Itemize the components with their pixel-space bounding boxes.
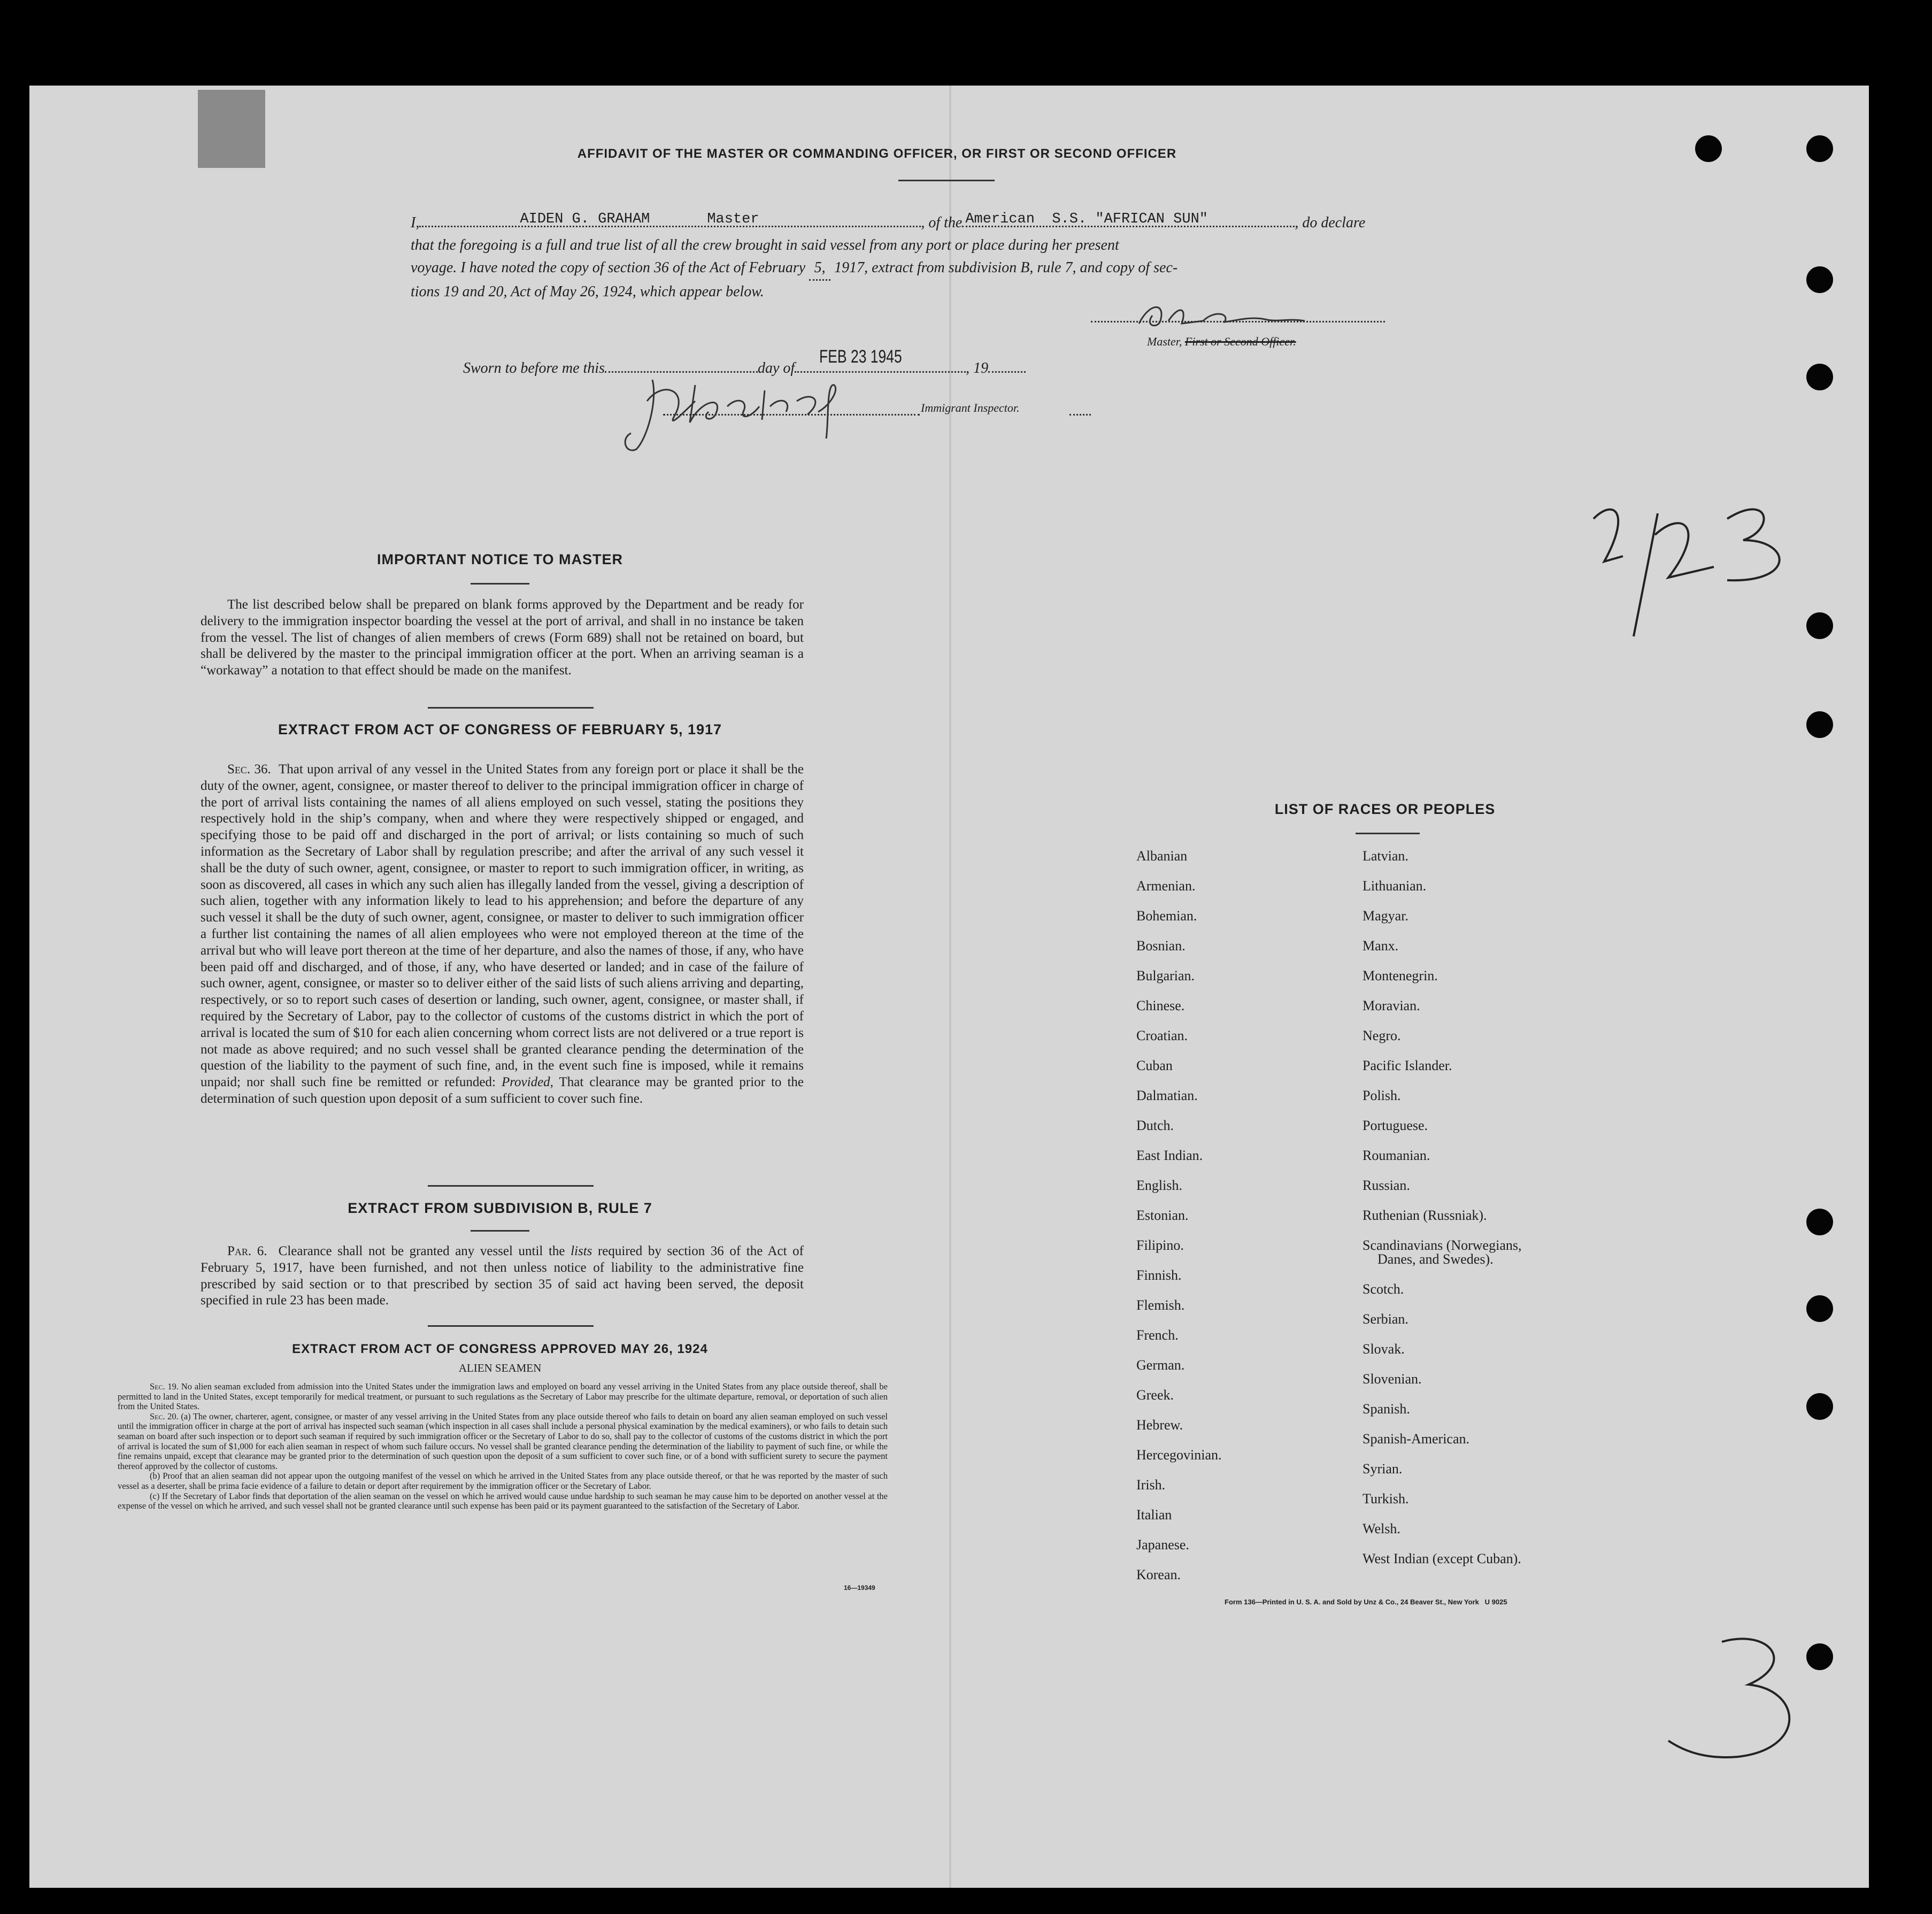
race-item: Russian. [1363, 1178, 1410, 1193]
extract-1917-body: Sec. 36. That upon arrival of any vessel in the United States from any foreign port or place it shall be the duty of the owner, agent, consignee, or master thereof to deliver to the principal immigration officer in charge of the port of arrival lists containing the names of all aliens employed on such vessel, stating the positions they respectively hold in the ship’s company, when and where they were respectively shipped or engaged, and specifying those to be paid off and discharged in the port of arrival; or lists containing so much of such information as the Secretary of Labor shall by regulation prescribe; and after the arrival of any such vessel it shall be the duty of such owner, agent, consignee, or master to report to such immigration officer, in writing, as soon as discovered, all cases in which any such alien has illegally landed from the vessel, giving a description of such alien, together with any information likely to lead to his apprehension; and before the departure of any such vessel it shall be the duty of such owner, agent, consignee, or master to deliver to such immigration officer a further list containing the names of all alien employees who were not employed thereon at the time of the arrival but who will leave port thereon at the time of her departure, and also the names of those, if any, who have been paid off and discharged, and of those, if any, who have deserted or landed; and in case of the failure of such owner, agent, consignee, or master so to deliver either of the said lists of such aliens arriving and departing, respectively, or so to report such cases of desertion or landing, such owner, agent, consignee, or master shall, if required by the Secretary of Labor, pay to the collector of customs of the customs district in which the port of arrival is located the sum of $10 for each alien concerning whom correct lists are not delivered or a true report is not made as above required; and no such vessel shall be granted clearance pending the determination of the question of the liability to the payment of such fine, and, in the event such fine is imposed, while it remains unpaid; nor shall such fine be remitted or refunded: Provided, That clearance may be granted prior to the determination of such question upon deposit of a sum sufficient to cover such fine. [201, 762, 804, 1106]
vessel-line [962, 210, 1295, 227]
binder-hole [1806, 711, 1833, 738]
race-item: Estonian. [1136, 1208, 1189, 1223]
race-item: West Indian (except Cuban). [1363, 1551, 1521, 1566]
sec-19-text: No alien seaman excluded from admission into the United States under the immigration laws and employed on board any vessel arriving in the United States from any place outside thereof, shall be permitted to land in the United States, except temporarily for medical treatment, or pursuant to such regulations as the Secretary of Labor may prescribe for the ultimate departure, removal, or deportation of such alien from the United States. [118, 1381, 888, 1412]
binding-tab [198, 90, 265, 168]
binder-hole [1806, 1209, 1833, 1235]
master-signature-line [1091, 321, 1385, 322]
sworn-year: , 19 [966, 360, 989, 376]
do-declare-label: , do declare [1295, 214, 1366, 231]
master-caption: Master, First or Second Officer. [1147, 335, 1296, 348]
sec-20-label: Sec. 20. [150, 1411, 179, 1421]
notice-title: IMPORTANT NOTICE TO MASTER [377, 551, 623, 567]
race-item: Moravian. [1363, 998, 1420, 1013]
declaration-line-2: that the foregoing is a full and true list of all the crew brought in said vessel from any port or place during her present [411, 237, 1119, 253]
race-item: Irish. [1136, 1477, 1166, 1493]
race-item: Dutch. [1136, 1118, 1174, 1133]
binder-hole [1806, 1393, 1833, 1420]
race-item: East Indian. [1136, 1148, 1203, 1163]
title-rule [898, 180, 995, 181]
sec-19-label: Sec. 19. [150, 1381, 179, 1392]
race-item: Italian [1136, 1507, 1172, 1523]
section-rule [428, 1185, 594, 1187]
binder-hole [1695, 135, 1722, 162]
master-signature [1128, 299, 1364, 337]
race-item: Polish. [1363, 1088, 1401, 1103]
race-item: Dalmatian. [1136, 1088, 1198, 1103]
race-item: Negro. [1363, 1028, 1401, 1043]
race-item: Ruthenian (Russniak). [1363, 1208, 1487, 1223]
race-item: Bohemian. [1136, 908, 1197, 924]
sworn-day-of: day of [757, 360, 795, 376]
par-6-label: Par. 6. [227, 1244, 267, 1258]
affidavit-title: AFFIDAVIT OF THE MASTER OR COMMANDING OFFICER, OR FIRST OR SECOND OFFICER [577, 147, 1177, 161]
declaration-pronoun: I, [411, 214, 420, 231]
race-item: Scandinavians (Norwegians, [1363, 1237, 1522, 1253]
race-item: Chinese. [1136, 998, 1185, 1013]
binder-hole [1806, 1295, 1833, 1322]
race-item: Roumanian. [1363, 1148, 1430, 1163]
sec-36-label: Sec. 36. [227, 762, 271, 777]
sworn-year-line [988, 371, 1026, 373]
rule7-rule [471, 1230, 529, 1232]
race-item: Latvian. [1363, 848, 1408, 864]
race-item: Syrian. [1363, 1461, 1403, 1477]
vessel-name: S.S. "AFRICAN SUN" [1052, 211, 1208, 227]
handwritten-fraction [1583, 497, 1818, 642]
extract-1924-title: EXTRACT FROM ACT OF CONGRESS APPROVED MAY 26, 1924 [292, 1342, 708, 1356]
race-item: French. [1136, 1327, 1179, 1343]
act-date-day: 5, [809, 257, 830, 281]
races-rule [1356, 833, 1420, 834]
race-item: Welsh. [1363, 1521, 1400, 1536]
race-item: English. [1136, 1178, 1182, 1193]
extract-rule7-body: Par. 6. Clearance shall not be granted any vessel until the lists required by section 36 of the Act of February 5, 1917, have been furnished, and not then unless notice of liability to the administrative fine prescribed by said section or to that prescribed by section 35 of said act having been served, the deposit specified in rule 23 has been made. [201, 1244, 804, 1308]
race-item: Montenegrin. [1363, 968, 1438, 983]
race-item: Serbian. [1363, 1311, 1408, 1327]
race-item: Filipino. [1136, 1237, 1184, 1253]
inspector-signature-line [663, 414, 920, 416]
race-item: Finnish. [1136, 1267, 1182, 1283]
races-left-column [1136, 848, 1222, 1597]
race-item: Pacific Islander. [1363, 1058, 1452, 1073]
affidavit-declaration [411, 210, 1416, 303]
race-item: Hercegovinian. [1136, 1447, 1222, 1463]
race-item: Spanish. [1363, 1401, 1410, 1417]
notice-body: The list described below shall be prepared on blank forms approved by the Department and be ready for delivery to the immigration inspector boarding the vessel at the port of arrival, and shall in no instance be taken from the vessel. The list of changes of alien members of crews (Form 689) shall not be retained on board, but shall be delivered by the master to the principal immigration officer at the port. When an arriving seaman is a “workaway” a notation to that effect should be made on the manifest. [201, 597, 804, 678]
inspector-line-tail [1069, 414, 1091, 416]
section-rule [428, 1325, 594, 1327]
print-code: 16—19349 [844, 1584, 875, 1592]
race-item: Lithuanian. [1363, 878, 1427, 894]
binder-hole [1806, 364, 1833, 390]
race-item: Slovak. [1363, 1341, 1405, 1357]
declaration-line-4: tions 19 and 20, Act of May 26, 1924, which appear below. [411, 283, 764, 300]
race-item: Armenian. [1136, 878, 1196, 894]
sec-20c-text: (c) If the Secretary of Labor finds that deportation of the alien seaman on the vessel on which he arrived would cause undue hardship to such seaman he may cause him to be deported on another vessel at the expense of the vessel on which he arrived, and such vessel shall not be granted clearance until such expense has been paid or its payment guaranteed to the satisfaction of the Secretary of Labor. [118, 1490, 888, 1511]
races-right-column [1363, 848, 1521, 1581]
race-item: German. [1136, 1357, 1185, 1373]
declaration-line-3: voyage. I have noted the copy of section 36 of the Act of February 5, 1917, extract from subdivision B, rule 7, and copy of sec- [411, 257, 1416, 281]
form-footer: Form 136—Printed in U. S. A. and Sold by Unz & Co., 24 Beaver St., New York U 9025 [1225, 1598, 1507, 1606]
race-item: Magyar. [1363, 908, 1408, 924]
officer-rank: Master [707, 211, 759, 227]
date-stamp: FEB 23 1945 [819, 347, 902, 367]
race-item: Danes, and Swedes). [1377, 1251, 1494, 1267]
of-the-label: , of the [921, 214, 963, 231]
race-item: Bosnian. [1136, 938, 1186, 954]
extract-rule7-title: EXTRACT FROM SUBDIVISION B, RULE 7 [348, 1200, 652, 1216]
officer-name: AIDEN G. GRAHAM [520, 211, 650, 227]
race-item: Turkish. [1363, 1491, 1409, 1506]
inspector-caption: Immigrant Inspector. [921, 401, 1020, 414]
race-item: Scotch. [1363, 1281, 1404, 1297]
race-item: Japanese. [1136, 1537, 1189, 1552]
race-item: Spanish-American. [1363, 1431, 1470, 1447]
race-item: Greek. [1136, 1387, 1174, 1403]
race-item: Bulgarian. [1136, 968, 1195, 983]
extract-1917-title: EXTRACT FROM ACT OF CONGRESS OF FEBRUARY 5, 1917 [278, 721, 722, 737]
race-item: Flemish. [1136, 1297, 1185, 1313]
notice-rule [471, 583, 529, 585]
sworn-prefix: Sworn to before me this [463, 360, 605, 376]
vessel-nationality: American [965, 211, 1035, 227]
binder-hole [1806, 135, 1833, 162]
struck-officer-title: First or Second Officer. [1184, 335, 1296, 348]
race-item: Korean. [1136, 1567, 1181, 1582]
race-item: Manx. [1363, 938, 1399, 954]
sec-20b-text: (b) Proof that an alien seaman did not appear upon the outgoing manifest of the vessel on which he arrived in the United States from any place outside thereof, or that he was reported by the master of such vessel as a deserter, shall be prima facie evidence of a failure to detain or deport after requirement by the immigration officer or the Secretary of Labor. [118, 1471, 888, 1491]
race-item: Albanian [1136, 848, 1188, 864]
alien-seamen-subtitle: ALIEN SEAMEN [458, 1362, 542, 1374]
race-item: Portuguese. [1363, 1118, 1428, 1133]
race-item: Slovenian. [1363, 1371, 1422, 1387]
officer-name-line [419, 210, 921, 227]
handwritten-page-number [1663, 1631, 1823, 1770]
section-rule [428, 707, 594, 709]
races-title: LIST OF RACES OR PEOPLES [1274, 801, 1496, 817]
extract-1924-body [118, 1382, 888, 1511]
race-item: Croatian. [1136, 1028, 1188, 1043]
sec-20a-text: (a) The owner, charterer, agent, consignee, or master of any vessel arriving in the United States from any place outside thereof who fails to detain on board any alien seaman employed on such vessel until the immigration officer in charge at the port of arrival has inspected such seaman (which inspection in all cases shall include a personal physical examination by the medical examiners), or who fails to detain such seaman on board after such inspection or to deport such seaman if required by such immigration officer or the Secretary of Labor to do so, shall pay to the collector of customs of the customs district in which the port of arrival is located the sum of $1,000 for each alien seaman in respect of whom such failure occurs. No vessel shall be granted clearance pending the determination of the liability to payment of such fine, or while the fine remains unpaid, except that clearance may be granted prior to the determination of such question upon the deposit of a sum sufficient to cover such fine, or of a bond with sufficient surety to secure the payment thereof approved by the collector of customs. [118, 1411, 888, 1471]
binder-hole [1806, 266, 1833, 293]
race-item: Hebrew. [1136, 1417, 1183, 1433]
race-item: Cuban [1136, 1058, 1173, 1073]
